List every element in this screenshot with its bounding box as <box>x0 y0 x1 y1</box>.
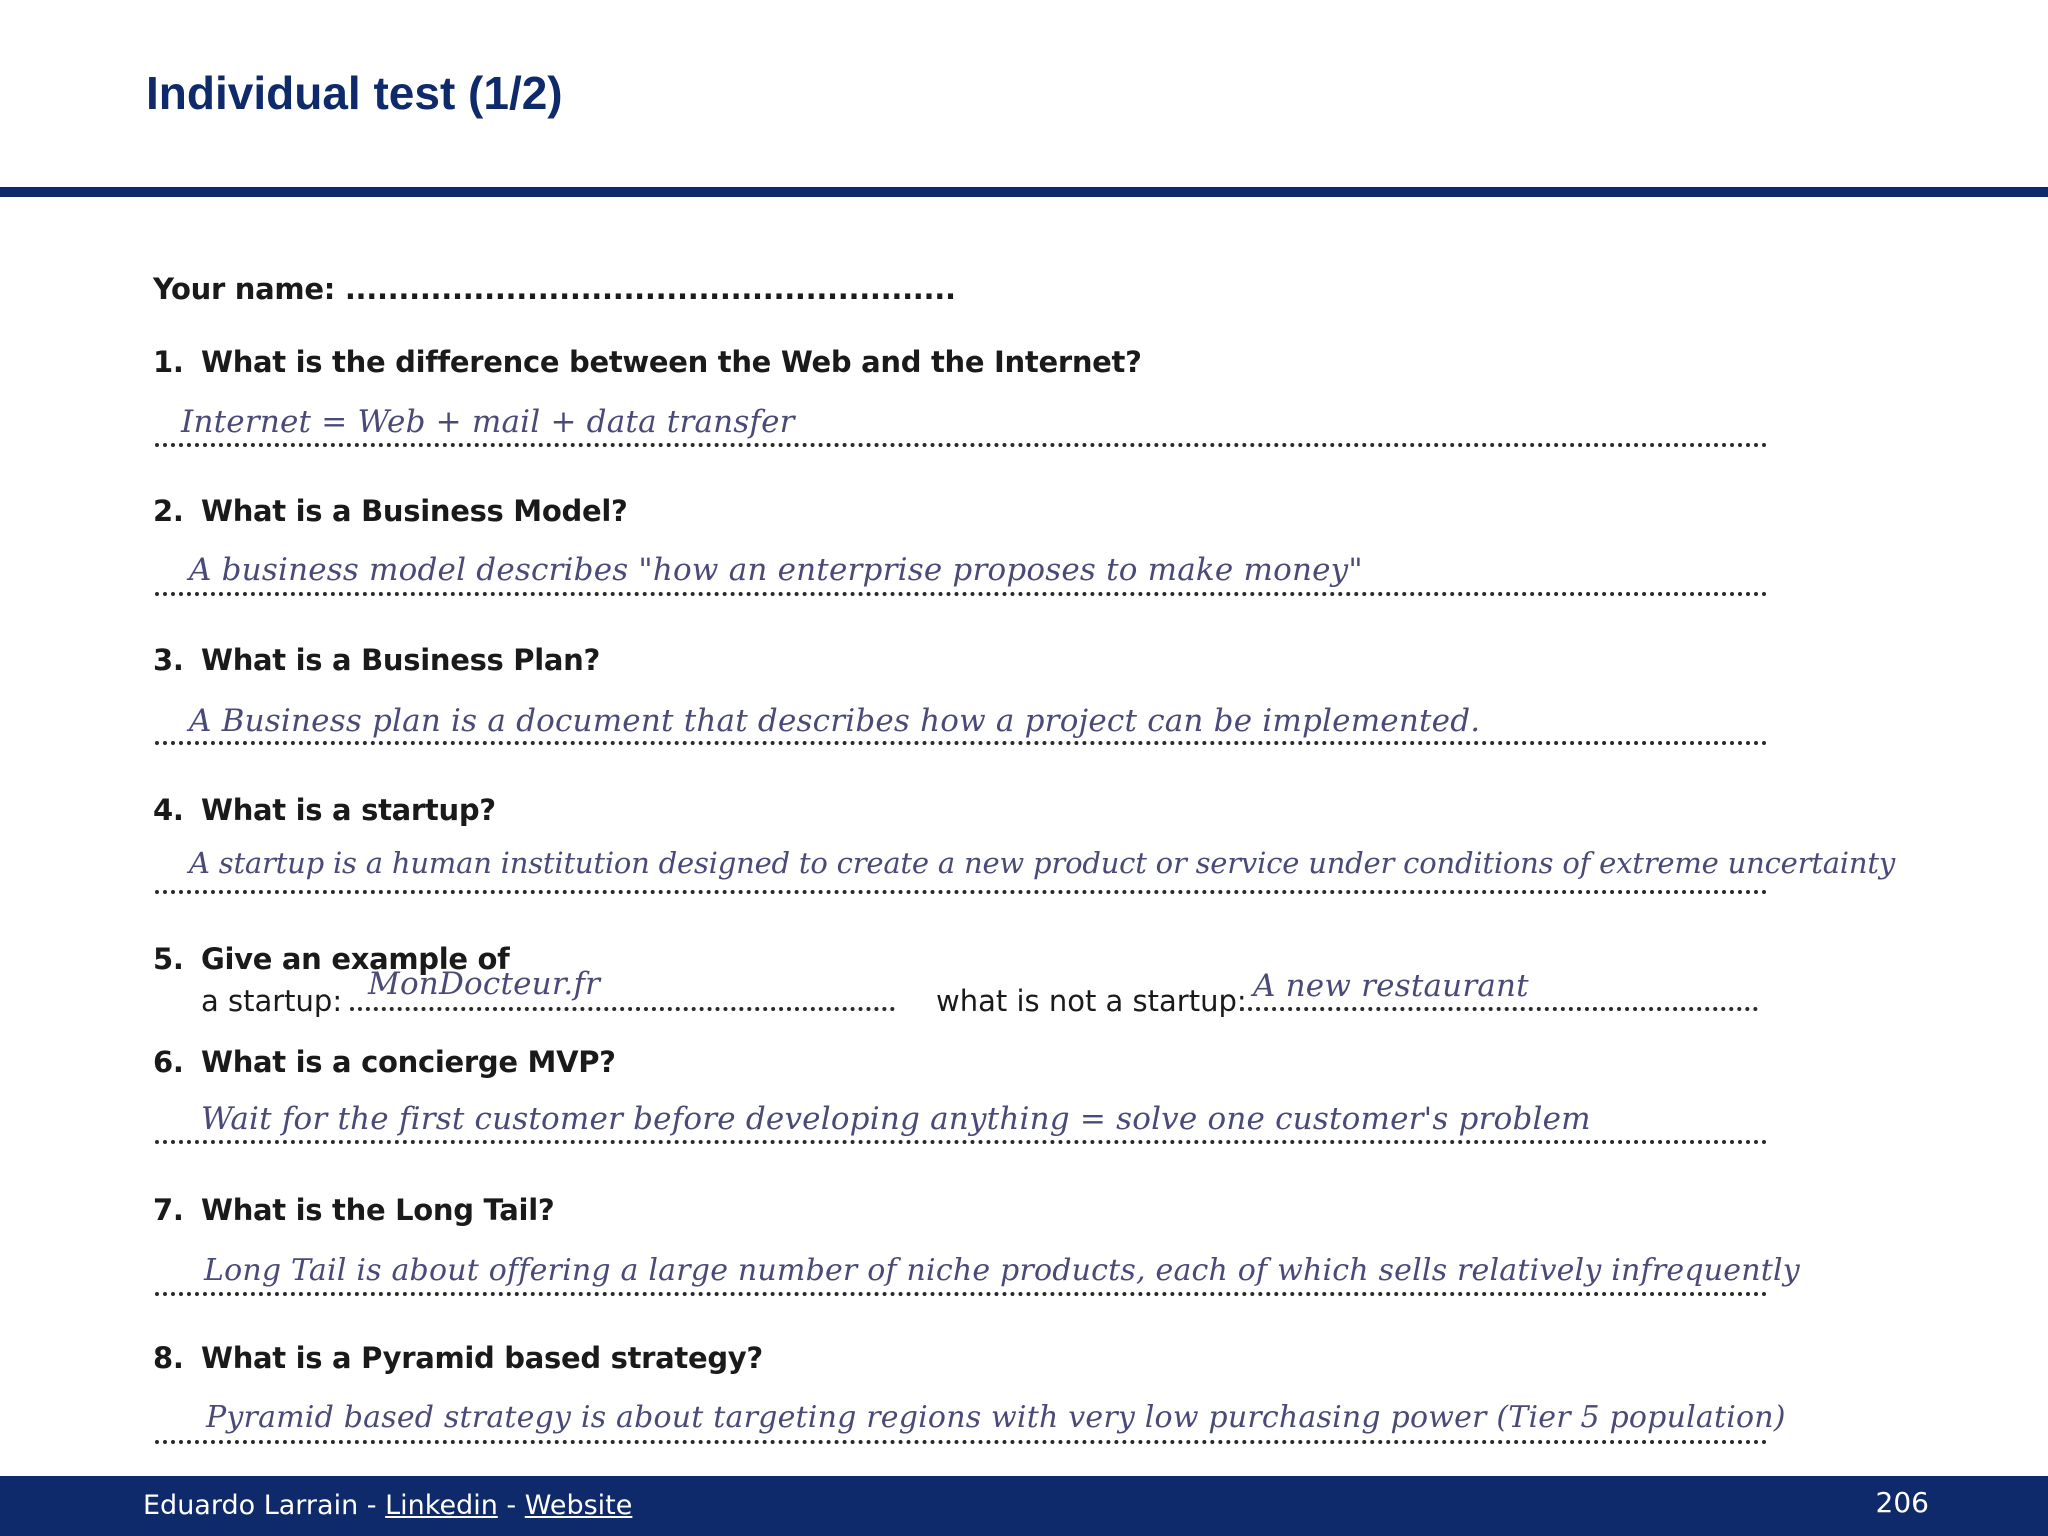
not-startup-answer: A new restaurant <box>1253 968 1529 1004</box>
startup-answer: MonDocteur.fr <box>368 966 601 1002</box>
question-7 <box>153 1193 554 1227</box>
footer-bar <box>0 1476 2048 1536</box>
answer-line <box>155 1292 1768 1296</box>
question-text: What is a concierge MVP? <box>201 1045 616 1079</box>
footer-separator: - <box>497 1490 525 1521</box>
answer-line <box>155 1140 1768 1144</box>
not-startup-answer-line <box>1240 1007 1758 1011</box>
question-number: 3. <box>153 643 184 677</box>
question-text: What is a Business Model? <box>201 494 628 528</box>
answer-line <box>155 741 1768 745</box>
startup-label: a startup: <box>201 984 343 1018</box>
answer-3: A Business plan is a document that describes how a project can be implemented. <box>189 703 1481 739</box>
question-text: What is a Pyramid based strategy? <box>201 1341 763 1375</box>
answer-2: A business model describes "how an enterprise proposes to make money" <box>189 552 1363 588</box>
question-number: 6. <box>153 1045 184 1079</box>
answer-line <box>155 592 1768 596</box>
name-label: Your name: <box>153 272 345 306</box>
question-8 <box>153 1341 763 1375</box>
name-dots: ......................................................... <box>344 272 956 306</box>
question-number: 2. <box>153 494 184 528</box>
question-3 <box>153 643 600 677</box>
question-text: Give an example of <box>201 942 510 976</box>
question-number: 4. <box>153 793 184 827</box>
answer-line <box>155 443 1768 447</box>
page-number: 206 <box>1875 1486 1929 1519</box>
answer-1: Internet = Web + mail + data transfer <box>181 404 795 440</box>
question-text: What is a Business Plan? <box>201 643 601 677</box>
question-6 <box>153 1045 616 1079</box>
question-number: 1. <box>153 345 184 379</box>
answer-line <box>155 890 1768 894</box>
question-number: 7. <box>153 1193 184 1227</box>
question-text: What is a startup? <box>201 793 496 827</box>
question-text: What is the difference between the Web and the Internet? <box>201 345 1142 379</box>
website-link[interactable]: Website <box>524 1490 633 1521</box>
question-2 <box>153 494 627 528</box>
slide-title: Individual test (1/2) <box>146 67 563 119</box>
answer-8: Pyramid based strategy is about targeting regions with very low purchasing power (Tier 5 population) <box>206 1400 1786 1435</box>
footer-credit <box>143 1490 632 1521</box>
name-field <box>153 272 956 306</box>
startup-answer-line <box>350 1007 895 1011</box>
answer-7: Long Tail is about offering a large number of niche products, each of which sells relatively infrequently <box>204 1253 1800 1288</box>
answer-line <box>155 1440 1768 1444</box>
linkedin-link[interactable]: Linkedin <box>385 1490 498 1521</box>
not-startup-label: what is not a startup: <box>936 984 1247 1018</box>
question-text: What is the Long Tail? <box>201 1193 555 1227</box>
question-4 <box>153 793 496 827</box>
answer-4: A startup is a human institution designed to create a new product or service under conditions of extreme uncertainty <box>189 846 1895 880</box>
answer-6: Wait for the first customer before developing anything = solve one customer's problem <box>201 1101 1591 1137</box>
question-number: 5. <box>153 942 184 976</box>
question-1 <box>153 345 1142 379</box>
question-number: 8. <box>153 1341 184 1375</box>
author-name: Eduardo Larrain - <box>143 1490 386 1521</box>
